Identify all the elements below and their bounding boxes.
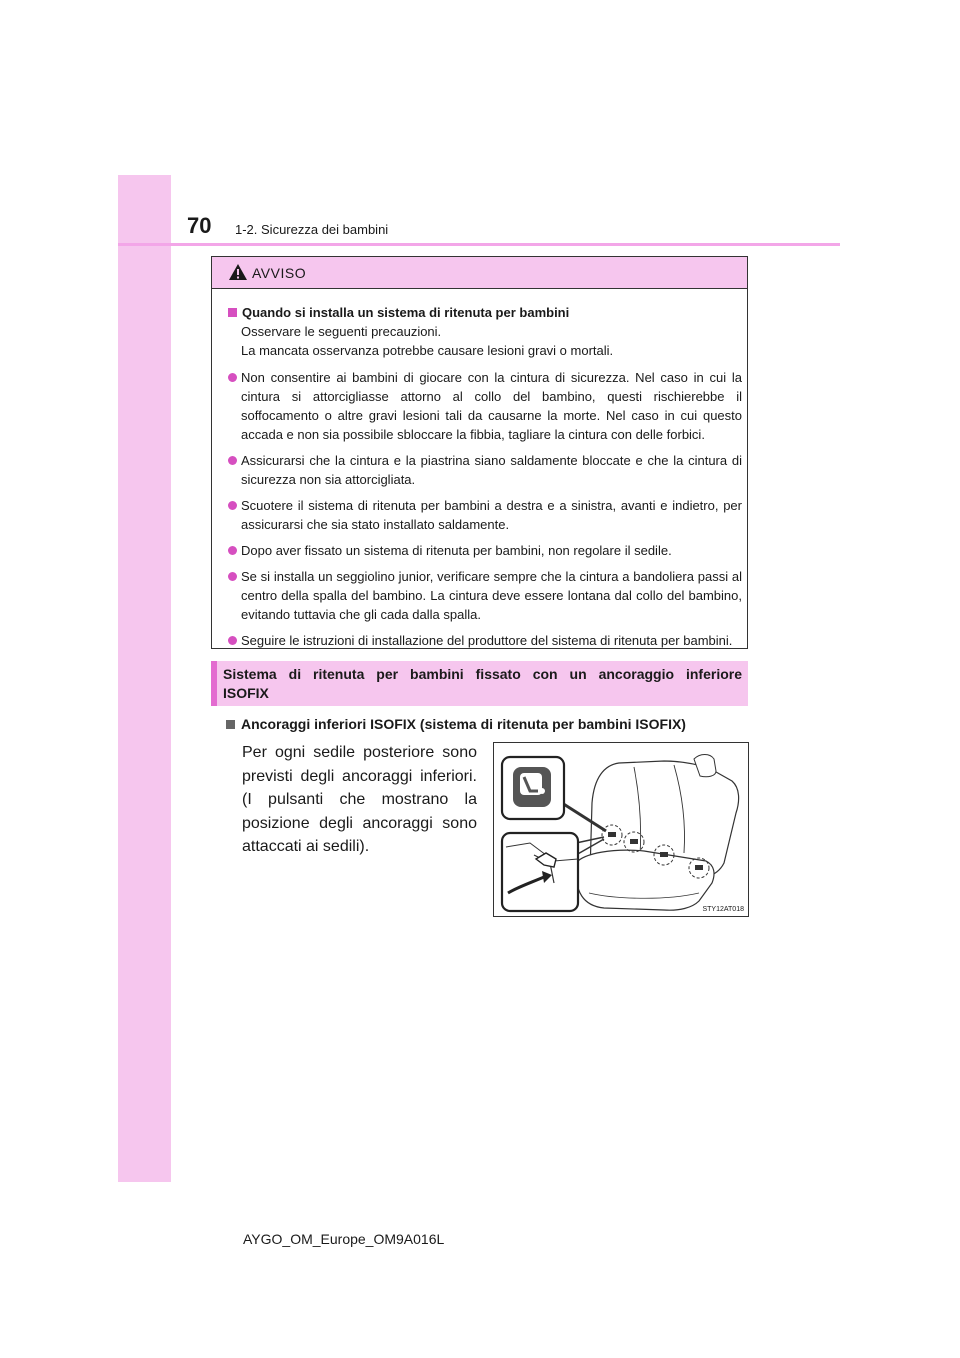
warning-title: AVVISO (252, 265, 307, 281)
square-bullet-icon (228, 308, 237, 317)
subsection-heading-text: Ancoraggi inferiori ISOFIX (sistema di ritenuta per bambini ISOFIX) (241, 716, 686, 732)
warning-bullet (228, 631, 742, 650)
warning-heading-text: Quando si installa un sistema di ritenuta per bambini (242, 305, 570, 320)
warning-bullet (228, 567, 742, 624)
bullet-text: Se si installa un seggiolino junior, verificare sempre che la cintura a bandoliera passi al centro della spalla del bambino. La cintura deve essere lontana dal collo del bambino, evitando tuttavia che gli cada dalla spalla. (241, 569, 742, 622)
section-header: 1-2. Sicurezza dei bambini (235, 222, 389, 237)
bullet-dot-icon (228, 456, 237, 465)
figure-code: STY12AT018 (702, 906, 744, 913)
intro-line-1: Osservare le seguenti precauzioni. (241, 324, 442, 339)
isofix-figure (493, 742, 749, 917)
bullet-text: Assicurarsi che la cintura e la piastrina siano saldamente bloccate e che la cintura di sicurezza non sia attorcigliata. (241, 453, 742, 487)
anchor-bar-icon (502, 833, 578, 911)
rear-seat-illustration (494, 743, 748, 916)
warning-box (211, 256, 748, 649)
page-number: 70 (187, 213, 212, 238)
warning-header (212, 257, 747, 289)
square-bullet-icon (226, 720, 235, 729)
warning-triangle-icon (228, 263, 248, 281)
warning-bullet (228, 368, 742, 444)
section-heading-box (211, 661, 748, 706)
warning-heading (228, 303, 569, 322)
header-rule (118, 243, 840, 246)
bullet-dot-icon (228, 546, 237, 555)
bullet-dot-icon (228, 373, 237, 382)
warning-bullet (228, 496, 742, 534)
isofix-seat-icon (502, 757, 564, 819)
section-accent-bar (211, 661, 217, 706)
footer-doc-id: AYGO_OM_Europe_OM9A016L (243, 1231, 445, 1247)
side-color-band (118, 175, 171, 1182)
bullet-text: Scuotere il sistema di ritenuta per bambini a destra e a sinistra, avanti e indietro, per assicurarsi che sia stato installato saldamente. (241, 498, 742, 532)
warning-bullet (228, 451, 742, 489)
bullet-text: Seguire le istruzioni di installazione del produttore del sistema di ritenuta per bambini. (241, 633, 733, 648)
warning-intro (241, 322, 741, 360)
bullet-dot-icon (228, 572, 237, 581)
intro-line-2: La mancata osservanza potrebbe causare lesioni gravi o mortali. (241, 343, 614, 358)
bullet-dot-icon (228, 501, 237, 510)
subsection-heading (226, 716, 686, 732)
bullet-dot-icon (228, 636, 237, 645)
section-heading: Sistema di ritenuta per bambini fissato con un ancoraggio inferiore ISOFIX (223, 666, 742, 701)
bullet-text: Non consentire ai bambini di giocare con la cintura di sicurezza. Nel caso in cui la cintura si attorcigliasse attorno al collo del bambino, questi rischierebbe il soffocamento o altre gravi lesioni tali da causarne la morte. Nel caso in cui questo accada e non sia possibile sbloccare la fibbia, tagliare la cintura con delle forbici. (241, 370, 742, 442)
body-paragraph: Per ogni sedile posteriore sono previsti degli ancoraggi inferiori. (I pulsanti che mostrano la posizione degli ancoraggi sono attaccati ai sedili). (242, 744, 477, 855)
bullet-text: Dopo aver fissato un sistema di ritenuta per bambini, non regolare il sedile. (241, 543, 672, 558)
warning-bullet (228, 541, 742, 560)
